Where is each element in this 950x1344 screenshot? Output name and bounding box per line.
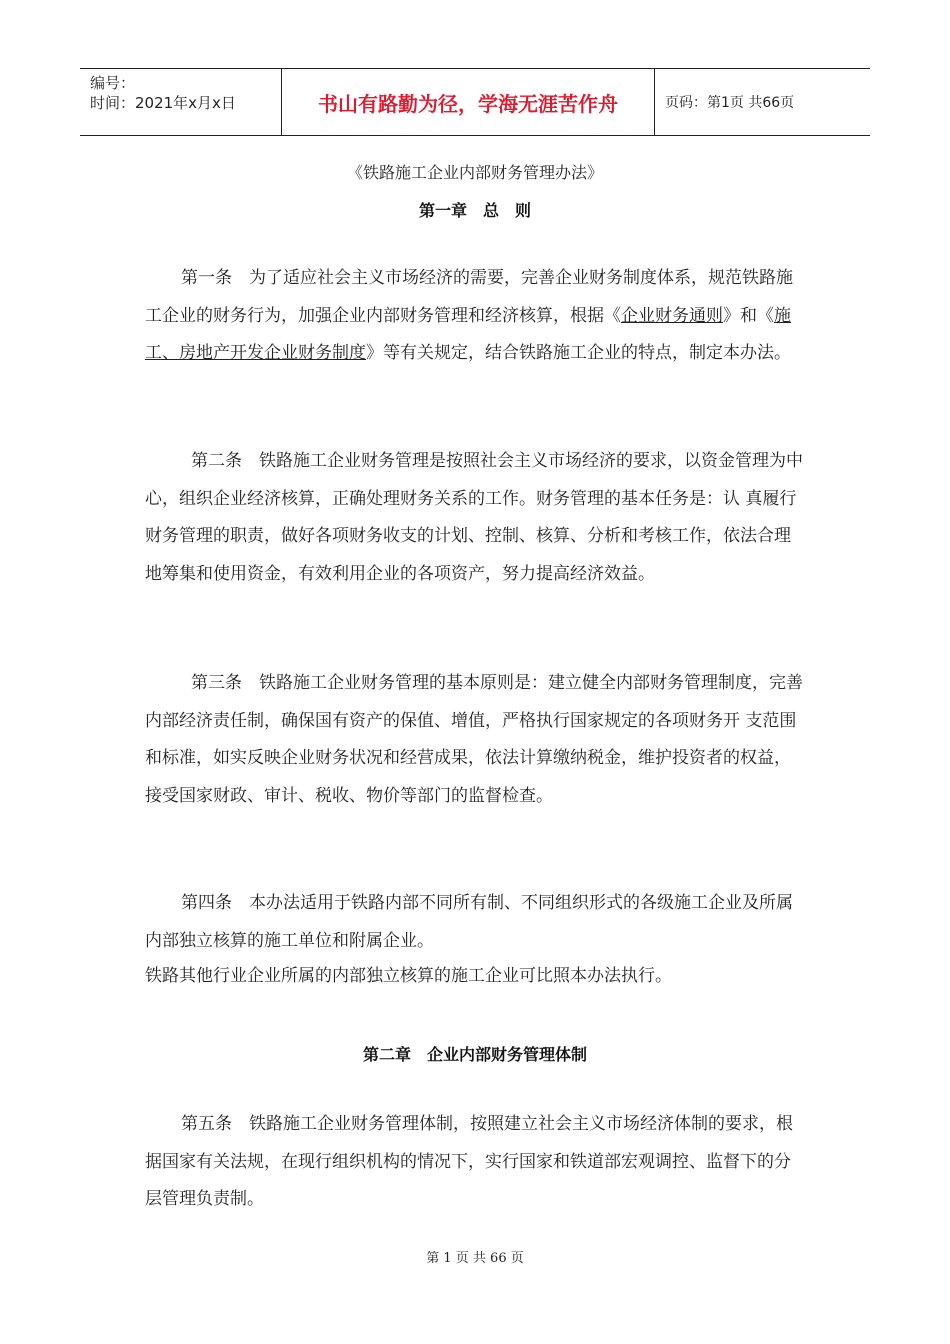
chapter-1-heading: 第一章 总 则 [418, 201, 531, 220]
number-label: 编号： [90, 74, 136, 92]
construction-real-estate-finance-system-link[interactable]: 施工、房地产开发企业财务制度 [145, 305, 791, 363]
article-4: 第四条 本办法适用于铁路内部不同所有制、不同组织形式的各级施工企业及所属内部独立核算的施工单位和附属企业。 [145, 893, 793, 951]
article-1 [145, 260, 805, 373]
header-motto: 书山有路勤为径，学海无涯苦作舟 [281, 69, 655, 135]
article-5: 第五条 铁路施工企业财务管理体制，按照建立社会主义市场经济体制的要求，根据国家有关法规，在现行组织机构的情况下，实行国家和铁道部宏观调控、监督下的分层管理负责制。 [145, 1114, 793, 1209]
enterprise-finance-general-rules-link[interactable]: 企业财务通则 [621, 305, 723, 326]
article-3: 第三条 铁路施工企业财务管理的基本原则是：建立健全内部财务管理制度，完善内部经济责任制，确保国有资产的保值、增值，严格执行国家规定的各项财务开 支范围和标准，如实反映企业财务状况和经营成果，依法计算缴纳税金，维护投资者的权益，接受国家财政、审计、税收、物价等部门的监督检查。 [145, 673, 803, 806]
article-2: 第二条 铁路施工企业财务管理是按照社会主义市场经济的要求，以资金管理为中心，组织企业经济核算，正确处理财务关系的工作。财务管理的基本任务是：认 真履行财务管理的职责，做好各项财务收支的计划、控制、核算、分析和考核工作，依法合理地筹集和使用资金，有效利用企业的各项资产，努力提高经济效益。 [145, 451, 803, 584]
document-title: 《铁路施工企业内部财务管理办法》 [346, 163, 603, 182]
page-header [80, 68, 870, 136]
header-meta [80, 69, 281, 135]
chapter-2-heading: 第二章 企业内部财务管理体制 [362, 1045, 587, 1064]
page-footer: 第 1 页 共 66 页 [426, 1251, 524, 1266]
article-1-text-a: 第一条 为了适应社会主义市场经济的需要，完善企业财务制度体系，规范铁路施工企业的财务行为，加强企业内部财务管理和经济核算，根据《 [145, 268, 793, 326]
header-page-info: 页码：第1页 共66页 [665, 95, 795, 111]
time-label: 时间：2021年x月x日 [90, 94, 236, 112]
article-4-supplement: 铁路其他行业企业所属的内部独立核算的施工企业可比照本办法执行。 [145, 966, 672, 986]
article-1-text-c: 》等有关规定，结合铁路施工企业的特点，制定本办法。 [366, 343, 791, 363]
article-1-text-b: 》和《 [723, 305, 774, 326]
